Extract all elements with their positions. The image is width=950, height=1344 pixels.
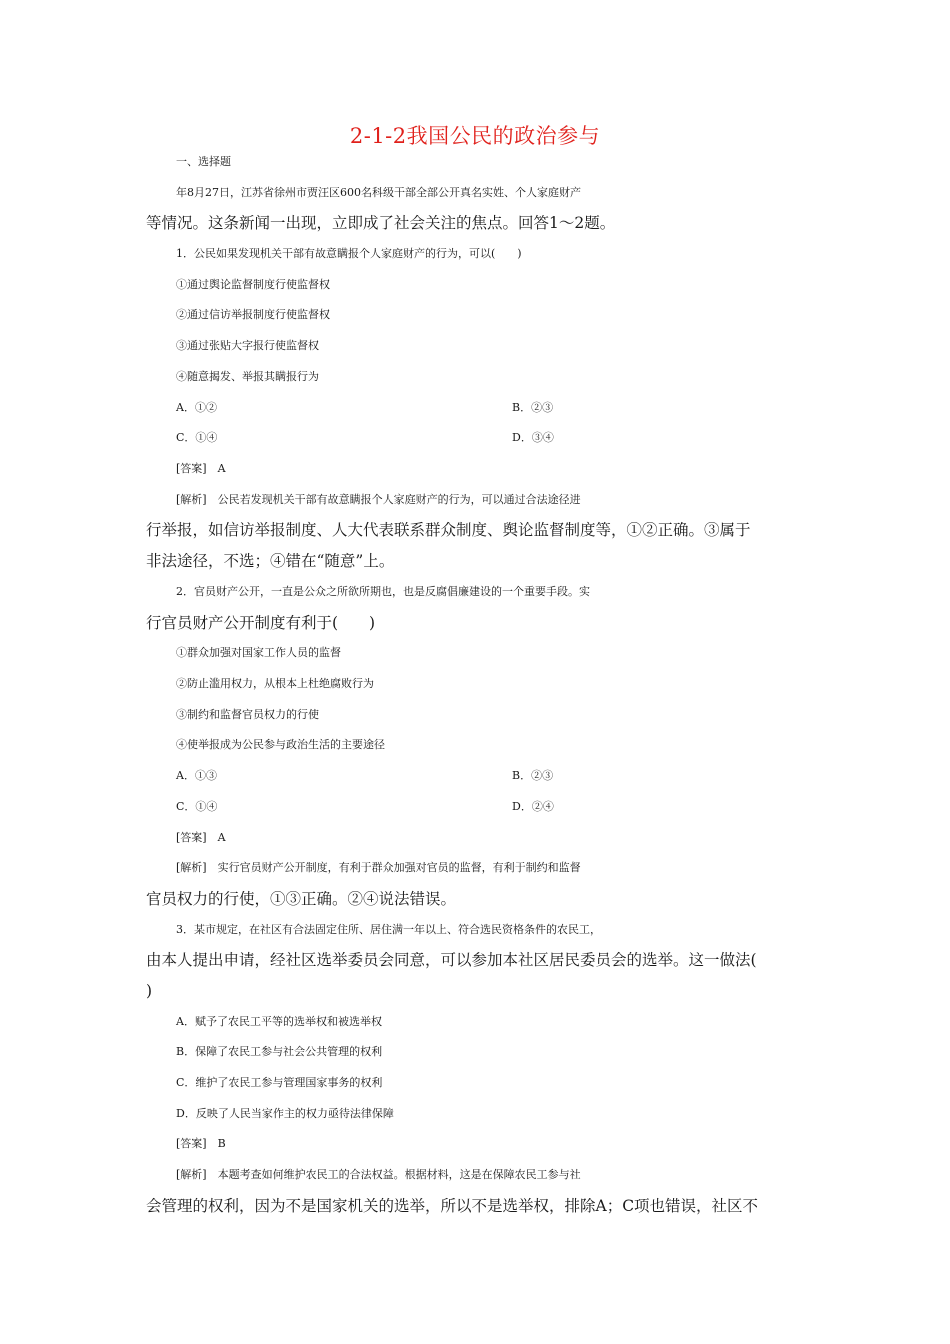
q1-item-2: ②通过信访举报制度行使监督权 bbox=[176, 308, 330, 321]
q1-option-d: D．③④ bbox=[512, 431, 554, 444]
q1-option-a: A．①② bbox=[176, 401, 217, 414]
q2-stem-line-2: 行官员财产公开制度有利于( ) bbox=[146, 614, 376, 632]
q1-option-b: B．②③ bbox=[512, 401, 554, 414]
q3-option-a: A．赋予了农民工平等的选举权和被选举权 bbox=[176, 1015, 382, 1028]
q2-analysis-line-1: [解析] 实行官员财产公开制度，有利于群众加强对官员的监督，有利于制约和监督 bbox=[176, 861, 581, 874]
page-title: 2-1-2我国公民的政治参与 bbox=[349, 124, 601, 148]
q2-item-3: ③制约和监督官员权力的行使 bbox=[176, 708, 319, 721]
q2-analysis-line-2: 官员权力的行使，①③正确。②④说法错误。 bbox=[146, 890, 457, 908]
q1-item-3: ③通过张贴大字报行使监督权 bbox=[176, 339, 319, 352]
q2-option-a: A．①③ bbox=[176, 769, 217, 782]
q1-answer: [答案] A bbox=[176, 462, 226, 475]
q3-stem-line-2: 由本人提出申请，经社区选举委员会同意，可以参加本社区居民委员会的选举。这一做法( bbox=[146, 951, 757, 969]
q1-analysis-line-3: 非法途径，不选；④错在“随意”上。 bbox=[146, 552, 395, 570]
q3-option-c: C．维护了农民工参与管理国家事务的权利 bbox=[176, 1076, 383, 1089]
q1-analysis-line-2: 行举报，如信访举报制度、人大代表联系群众制度、舆论监督制度等，①②正确。③属于 bbox=[146, 521, 751, 539]
q2-answer: [答案] A bbox=[176, 831, 226, 844]
q2-option-d: D．②④ bbox=[512, 800, 554, 813]
q2-item-4: ④使举报成为公民参与政治生活的主要途径 bbox=[176, 738, 385, 751]
q2-item-2: ②防止滥用权力，从根本上杜绝腐败行为 bbox=[176, 677, 374, 690]
q3-answer: [答案] B bbox=[176, 1137, 226, 1150]
q3-option-d: D．反映了人民当家作主的权力亟待法律保障 bbox=[176, 1107, 394, 1120]
q3-option-b: B．保障了农民工参与社会公共管理的权利 bbox=[176, 1045, 383, 1058]
q2-option-c: C．①④ bbox=[176, 800, 218, 813]
q1-item-1: ①通过舆论监督制度行使监督权 bbox=[176, 278, 330, 291]
q1-item-4: ④随意揭发、举报其瞒报行为 bbox=[176, 370, 319, 383]
q3-analysis-line-2: 会管理的权利，因为不是国家机关的选举，所以不是选举权，排除A；C项也错误，社区不 bbox=[146, 1197, 759, 1215]
q1-stem: 1．公民如果发现机关干部有故意瞒报个人家庭财产的行为，可以( ) bbox=[176, 247, 522, 260]
intro-line-2: 等情况。这条新闻一出现，立即成了社会关注的焦点。回答1～2题。 bbox=[146, 214, 616, 232]
q1-analysis-line-1: [解析] 公民若发现机关干部有故意瞒报个人家庭财产的行为，可以通过合法途径进 bbox=[176, 493, 581, 506]
q2-stem-line-1: 2．官员财产公开，一直是公众之所欲所期也，也是反腐倡廉建设的一个重要手段。实 bbox=[176, 585, 590, 598]
q2-option-b: B．②③ bbox=[512, 769, 554, 782]
q3-analysis-line-1: [解析] 本题考查如何维护农民工的合法权益。根据材料，这是在保障农民工参与社 bbox=[176, 1168, 581, 1181]
q3-stem-line-1: 3．某市规定，在社区有合法固定住所、居住满一年以上、符合选民资格条件的农民工， bbox=[176, 923, 601, 936]
intro-line-1: 年8月27日，江苏省徐州市贾汪区600名科级干部全部公开真名实姓、个人家庭财产 bbox=[176, 186, 581, 199]
q2-item-1: ①群众加强对国家工作人员的监督 bbox=[176, 646, 341, 659]
q1-option-c: C．①④ bbox=[176, 431, 218, 444]
section-heading: 一、选择题 bbox=[176, 155, 231, 168]
q3-stem-line-3: ) bbox=[146, 982, 153, 1000]
